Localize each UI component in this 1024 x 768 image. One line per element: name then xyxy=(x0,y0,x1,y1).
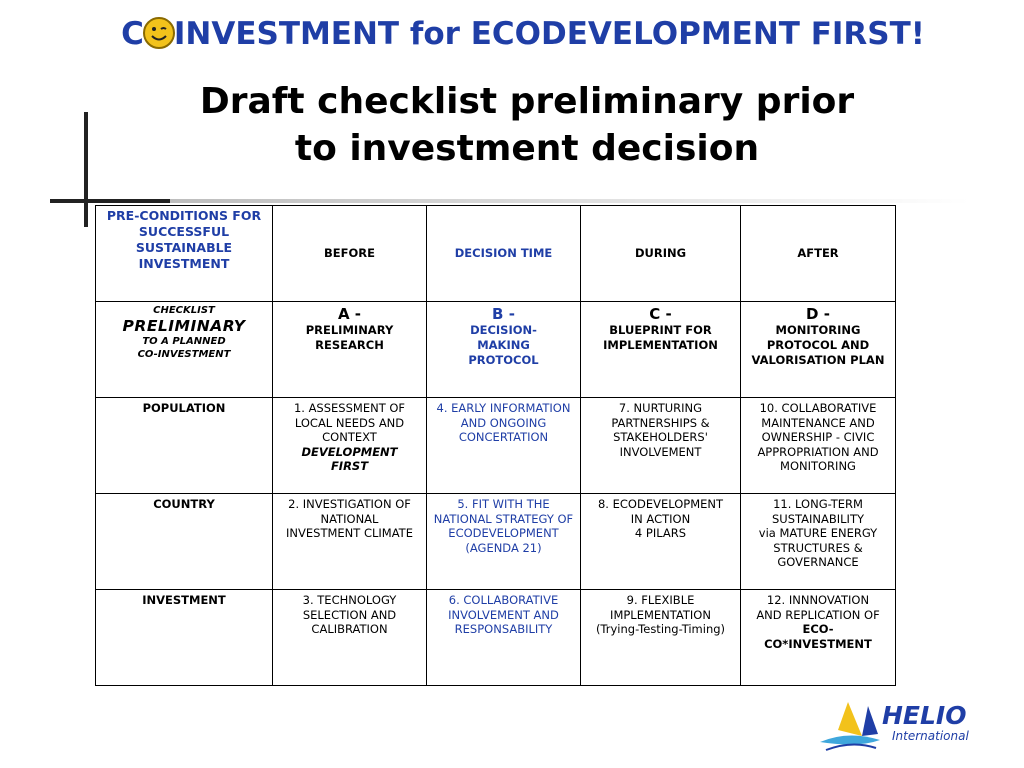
slide-header xyxy=(0,16,1024,52)
checklist-table xyxy=(95,205,896,686)
checklist-label-line4: CO-INVESTMENT xyxy=(137,349,231,360)
subtitle-line-1: Draft checklist preliminary prior xyxy=(199,81,855,122)
cell-9: 9. FLEXIBLE IMPLEMENTATION (Trying-Testing-Timing) xyxy=(581,590,741,686)
cell-7: 7. NURTURING PARTNERSHIPS & STAKEHOLDERS' INVOLVEMENT xyxy=(581,398,741,494)
row-label-country: COUNTRY xyxy=(96,494,273,590)
column-header-during: DURING xyxy=(581,206,741,302)
cell-8 xyxy=(581,494,741,590)
table-row xyxy=(96,590,896,686)
logo-name: HELIO xyxy=(882,701,967,730)
phase-letter-b: B - xyxy=(492,305,515,323)
checklist-label-cell xyxy=(96,302,273,398)
cell-11-line2: via MATURE ENERGY STRUCTURES & GOVERNANCE xyxy=(758,526,878,569)
cell-2: 2. INVESTIGATION OF NATIONAL INVESTMENT CLIMATE xyxy=(273,494,427,590)
cell-12-bold-2: CO*INVESTMENT xyxy=(764,636,872,651)
cell-1 xyxy=(273,398,427,494)
phase-cell-c xyxy=(581,302,741,398)
phase-desc-d: MONITORING PROTOCOL AND VALORISATION PLAN xyxy=(751,323,885,367)
slide-subtitle xyxy=(0,78,1024,172)
row-label-investment: INVESTMENT xyxy=(96,590,273,686)
phase-desc-c: BLUEPRINT FOR IMPLEMENTATION xyxy=(603,323,718,352)
cell-4: 4. EARLY INFORMATION AND ONGOING CONCERTATION xyxy=(427,398,581,494)
phase-cell-a xyxy=(273,302,427,398)
cell-10: 10. COLLABORATIVE MAINTENANCE AND OWNERSHIP - CIVIC APPROPRIATION AND MONITORING xyxy=(741,398,896,494)
cell-5: 5. FIT WITH THE NATIONAL STRATEGY OF ECODEVELOPMENT (AGENDA 21) xyxy=(427,494,581,590)
corner-cell: PRE-CONDITIONS FOR SUCCESSFUL SUSTAINABLE INVESTMENT xyxy=(96,206,273,302)
smiley-icon xyxy=(142,16,176,50)
cell-11 xyxy=(741,494,896,590)
cell-8-text: 8. ECODEVELOPMENT IN ACTION xyxy=(597,497,724,526)
phase-desc-a: PRELIMINARY RESEARCH xyxy=(305,323,394,352)
column-header-after: AFTER xyxy=(741,206,896,302)
header-row xyxy=(96,206,896,302)
cell-3: 3. TECHNOLOGY SELECTION AND CALIBRATION xyxy=(273,590,427,686)
cell-11-text: 11. LONG-TERM SUSTAINABILITY xyxy=(771,497,864,526)
cell-12 xyxy=(741,590,896,686)
logo-subtitle: International xyxy=(892,729,969,743)
cell-6: 6. COLLABORATIVE INVOLVEMENT AND RESPONSABILITY xyxy=(427,590,581,686)
phase-cell-b xyxy=(427,302,581,398)
subtitle-line-2: to investment decision xyxy=(294,128,760,169)
decorative-horizontal-line xyxy=(50,199,170,203)
column-header-before: BEFORE xyxy=(273,206,427,302)
phase-desc-b: DECISION-MAKING PROTOCOL xyxy=(468,323,539,367)
cell-12-bold-1: ECO- xyxy=(802,622,834,636)
checklist-label-line2: PRELIMINARY xyxy=(122,317,246,335)
cell-8-line2: 4 PILARS xyxy=(634,526,687,540)
column-header-decision-time: DECISION TIME xyxy=(427,206,581,302)
cell-12-text: 12. INNNOVATION AND REPLICATION OF xyxy=(756,593,880,622)
header-title-text: INVESTMENT for ECODEVELOPMENT FIRST! xyxy=(173,16,925,52)
decorative-vertical-line xyxy=(84,112,88,227)
cell-1-emphasis: DEVELOPMENT FIRST xyxy=(301,444,398,473)
phase-row xyxy=(96,302,896,398)
table-row xyxy=(96,398,896,494)
header-title-prefix: C xyxy=(121,16,144,52)
phase-letter-d: D - xyxy=(806,305,830,323)
checklist-label-line1: CHECKLIST xyxy=(153,305,215,316)
phase-letter-c: C - xyxy=(649,305,672,323)
checklist-label-line3: TO A PLANNED xyxy=(142,336,226,347)
cell-1-text: 1. ASSESSMENT OF LOCAL NEEDS AND CONTEXT xyxy=(293,401,406,444)
table-row xyxy=(96,494,896,590)
row-label-population: POPULATION xyxy=(96,398,273,494)
phase-letter-a: A - xyxy=(337,305,362,323)
decorative-fade-line xyxy=(170,199,970,203)
phase-cell-d xyxy=(741,302,896,398)
